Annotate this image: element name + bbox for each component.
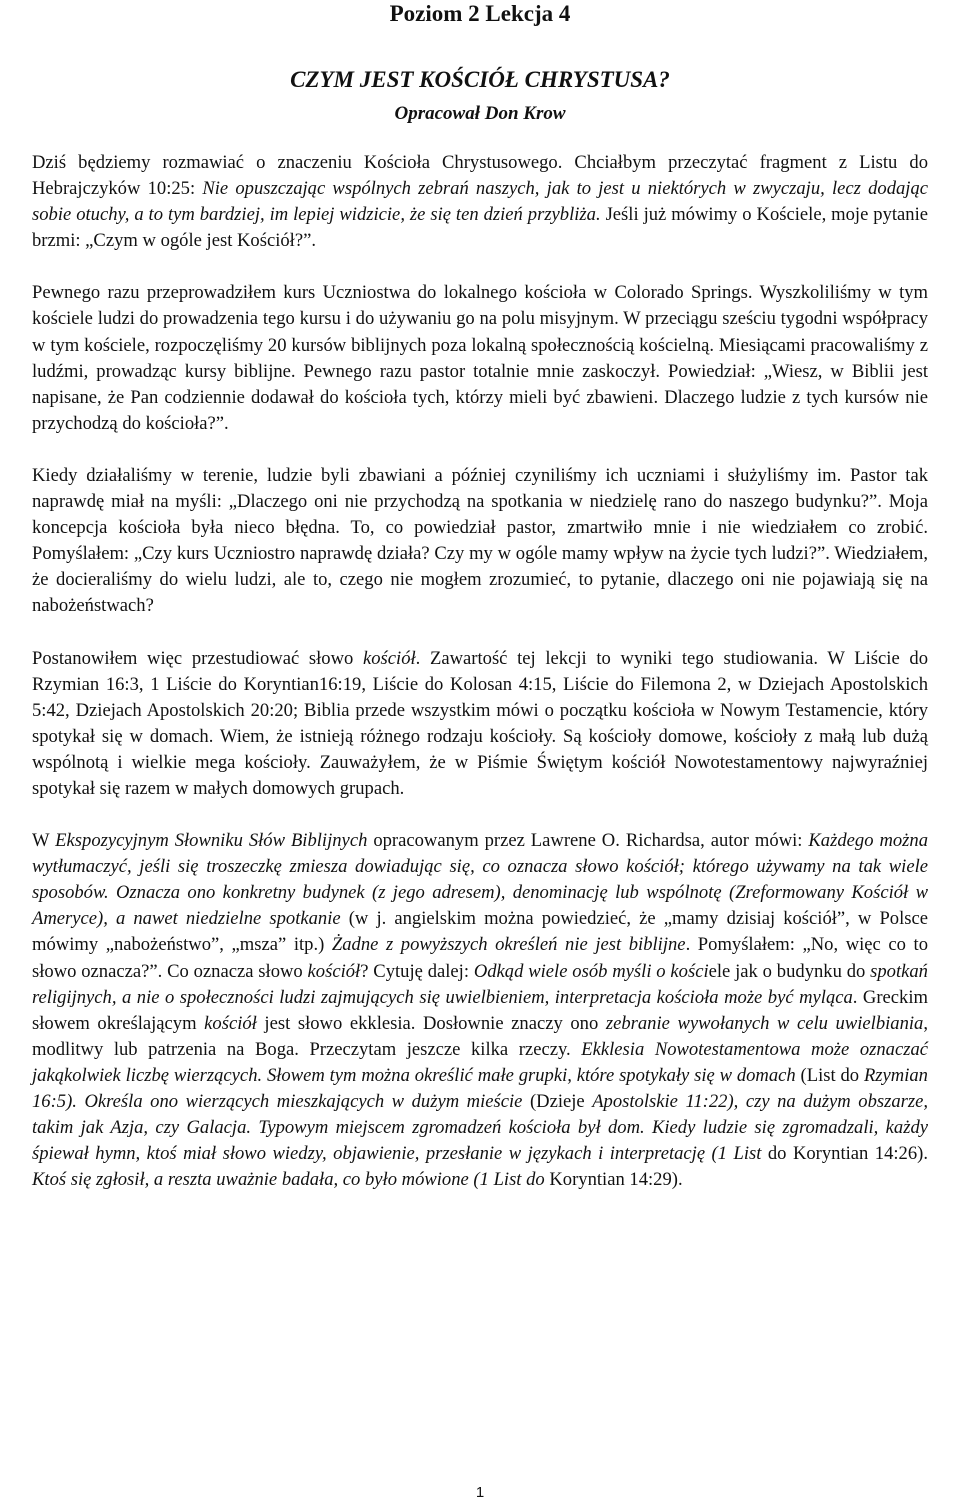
italic-text-segment: Ekklesia Nowotestamentowa może oznaczać jakąkolwiek liczbę wierzących. Słowem tym można określić małe grupki, które spotykały się w domach — [32, 1038, 928, 1086]
text-segment: Postanowiłem więc przestudiować słowo — [32, 647, 363, 669]
body-text — [32, 150, 928, 1193]
italic-text-segment: kościół — [363, 647, 416, 669]
author-line: Opracował Don Krow — [394, 103, 566, 124]
text-segment: Koryntian 14:29). — [544, 1169, 683, 1191]
text-segment: (w j. angielskim można powiedzieć, że „mamy dzisiaj kościół”, w Polsce mówimy „nabożeństwo”, „msza” itp.) — [32, 908, 929, 956]
italic-text-segment: Odkąd wiele osób myśli o kości — [473, 960, 709, 982]
paragraph-4 — [32, 646, 928, 803]
italic-text-segment: zebranie wywołanych w celu uwielbiania — [605, 1012, 924, 1034]
document-page — [32, 0, 928, 1193]
text-segment: jest słowo ekklesia. Dosłownie znaczy ono — [256, 1012, 606, 1034]
lesson-heading: Poziom 2 Lekcja 4 — [389, 1, 571, 26]
text-segment: do Koryntian 14:26). — [761, 1143, 928, 1165]
text-segment: (Dzieje — [522, 1091, 593, 1112]
text-segment: W — [32, 830, 56, 852]
page-number: 1 — [475, 1484, 485, 1501]
paragraph-3 — [32, 463, 928, 620]
text-segment: opracowanym przez Lawrene O. Richardsa, autor mówi: — [367, 830, 809, 852]
text-segment: ele jak o budynku do — [708, 960, 871, 982]
italic-text-segment: Ekspozycyjnym Słowniku Słów Biblijnych — [55, 830, 368, 852]
text-segment: , modlitwy lub patrzenia na Boga. Przeczytam jeszcze kilka rzeczy. — [32, 1012, 929, 1060]
text-segment: . Zawartość tej lekcji to wyniki tego studiowania. W Liście do Rzymian 16:3, 1 Liście do Koryntian16:19, Liście do Kolosan 4:15, Liście do Filemona 2, w Dziejach Apostolskich 5:42, Dziejach Apostolskich 20:20; Biblia przede wszystkim mówi o początku kościoła w Nowym Testamencie, który spotykał się w domach. Wiem, że istnieją różnego rodzaju kościoły. Są kościoły domowe, kościoły z małą lub dużą wspólnotą i wielkie mega kościoły. Zauważyłem, że w Piśmie Świętym kościół Nowotestamentowy najwyraźniej spotykał się razem w małych domowych grupach. — [32, 647, 928, 799]
italic-text-segment: Rzymian 16:5). Określa ono wierzących mieszkających w dużym mieście — [32, 1064, 928, 1112]
italic-text-segment: kościół — [204, 1012, 257, 1034]
document-title: CZYM JEST KOŚCIÓŁ CHRYSTUSA? — [290, 67, 670, 92]
italic-text-segment: Nie opuszczając wspólnych zebrań naszych, jak to jest u niektórych w zwyczaju, lecz dodając sobie otuchy, a to tym bardziej, im lepiej widzicie, że się ten dzień przybliża. — [32, 178, 929, 226]
text-segment: Dziś będziemy rozmawiać o znaczeniu Kościoła Chrystusowego. Chciałbym przeczytać fragment z Listu do Hebrajczyków 10:25: — [32, 152, 928, 200]
paragraph-1 — [32, 150, 928, 254]
italic-text-segment: Żadne z powyższych określeń nie jest biblijne — [331, 934, 686, 956]
text-segment: . Pomyślałem: „No, więc co to słowo oznacza?”. Co oznacza słowo — [32, 934, 928, 982]
text-segment: Jeśli już mówimy o Kościele, moje pytanie brzmi: „Czym w ogóle jest Kościół?”. — [32, 204, 929, 252]
italic-text-segment: Ktoś się zgłosił, a reszta uważnie badała, co było mówione (1 List do — [32, 1169, 545, 1191]
text-segment: (List do — [795, 1064, 864, 1086]
text-segment: ? Cytuję dalej: — [360, 960, 474, 982]
italic-text-segment: spotkań religijnych, a nie o społeczności ludzi zajmujących się uwielbieniem, interpretacja kościoła może być myląca — [32, 960, 928, 1008]
text-segment: Kiedy działaliśmy w terenie, ludzie byli zbawiani a później czyniliśmy ich uczniami i służyliśmy im. Pastor tak naprawdę miał na myśli: „Dlaczego oni nie przychodzą na spotkania w niedzielę rano do naszego budynku?”. Moja koncepcja kościoła była nieco błędna. To, co powiedział pastor, zmartwiło mnie i nie wiedziałem co zrobić. Pomyślałem: „Czy kurs Uczniostro naprawdę działa? Czy my w ogóle mamy wpływ na życie tych ludzi?”. Wiedziałem, że docieraliśmy do wielu ludzi, ale to, czego nie mogłem zrozumieć, to pytanie, dlaczego oni nie pojawiają się na nabożeństwach? — [32, 464, 928, 617]
paragraph-2 — [32, 280, 928, 437]
text-segment: . Greckim słowem określającym — [32, 986, 928, 1034]
text-segment: Pewnego razu przeprowadziłem kurs Uczniostwa do lokalnego kościoła w Colorado Springs. Wyszkoliliśmy w tym kościele ludzi do prowadzenia tego kursu i do używaniu go na polu misyjnym. W przeciągu sześciu tygodni współpracy w tym kościele, rozpoczęliśmy 20 kursów biblijnych poza lokalną społecznością kościelną. Miesiącami pracowaliśmy z ludźmi, prowadząc kursy biblijne. Pewnego razu pastor totalnie mnie zaskoczył. Powiedział: „Wiesz, w Biblii jest napisane, że Pan codziennie dodawał do kościoła tych, którzy mieli być zbawieni. Dlaczego ludzie z tych kursów nie przychodzą do kościoła?”. — [32, 282, 928, 434]
italic-text-segment: Każdego można wytłumaczyć, jeśli się troszeczkę zmiesza dowiadując się, co oznacza słowo kościół; którego używamy na tak wiele sposobów. Oznacza ono konkretny budynek (z jego adresem), denominację lub wspólnotę (Zreformowany Kościół w Ameryce), a nawet niedzielne spotkanie — [32, 830, 928, 930]
italic-text-segment: kościół — [307, 960, 361, 982]
paragraph-5 — [32, 828, 928, 1193]
italic-text-segment: Apostolskie 11:22), czy na dużym obszarze, takim jak Azja, czy Galacja. Typowym miejscem zgromadzeń kościoła był dom. Kiedy ludzie się zgromadzali, każdy śpiewał hymn, ktoś miał słowo wiedzy, objawienie, przesłanie w językach i interpretację (1 List — [32, 1091, 929, 1165]
